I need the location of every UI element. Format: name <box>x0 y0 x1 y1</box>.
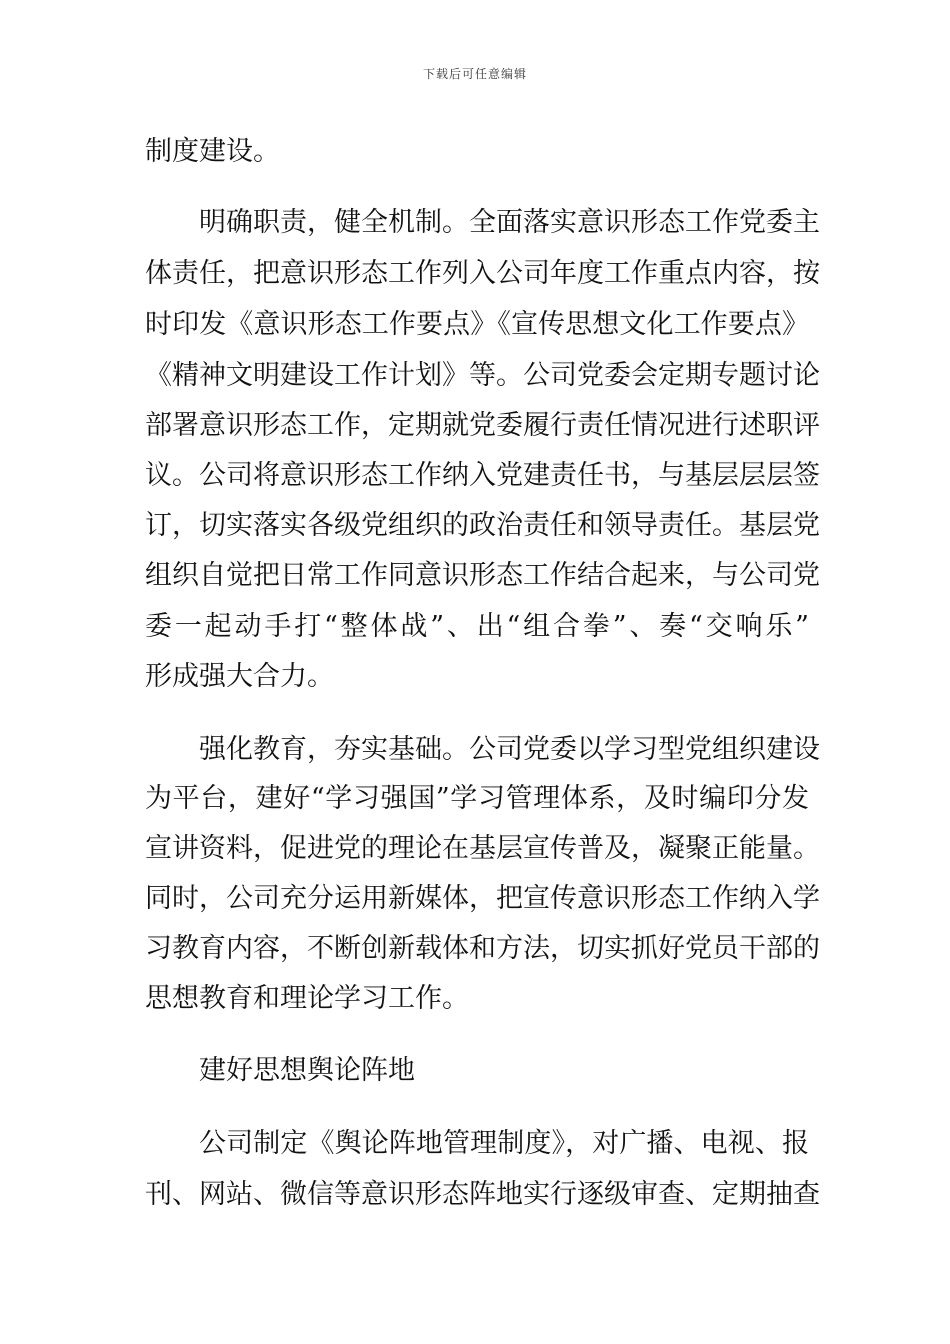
paragraph-line: 形成强大合力。 <box>145 661 334 692</box>
paragraph-line: 习教育内容，不断创新载体和方法，切实抓好党员干部的 <box>145 933 820 964</box>
paragraph-line: 制度建设。 <box>145 136 280 167</box>
paragraph-line: 明确职责，健全机制。全面落实意识形态工作党委主 <box>199 207 820 238</box>
paragraph-line: 强化教育，夯实基础。公司党委以学习型党组织建设 <box>199 734 820 765</box>
paragraph-line: 时印发《意识形态工作要点》《宣传思想文化工作要点》 <box>145 309 809 340</box>
paragraph-line: 宣讲资料，促进党的理论在基层宣传普及，凝聚正能量。 <box>145 833 820 864</box>
paragraph-line: 思想教育和理论学习工作。 <box>145 983 469 1014</box>
paragraph-line: 订，切实落实各级党组织的政治责任和领导责任。基层党 <box>145 510 820 541</box>
section-heading: 建好思想舆论阵地 <box>199 1055 415 1086</box>
paragraph-line: 为平台，建好“学习强国”学习管理体系，及时编印分发 <box>145 783 809 814</box>
paragraph-line: 《精神文明建设工作计划》等。公司党委会定期专题讨论 <box>145 360 820 391</box>
paragraph-line: 部署意识形态工作，定期就党委履行责任情况进行述职评 <box>145 410 820 441</box>
paragraph-line: 委一起动手打“整体战”、出“组合拳”、奏“交响乐” <box>145 611 809 642</box>
page-header: 下载后可任意编辑 <box>422 67 527 81</box>
paragraph-line: 刊、网站、微信等意识形态阵地实行逐级审查、定期抽查 <box>145 1179 820 1210</box>
paragraph-line: 组织自觉把日常工作同意识形态工作结合起来，与公司党 <box>145 560 820 591</box>
paragraph-line: 公司制定《舆论阵地管理制度》，对广播、电视、报 <box>199 1128 809 1159</box>
paragraph-line: 议。公司将意识形态工作纳入党建责任书，与基层层层签 <box>145 460 820 491</box>
paragraph-line: 同时，公司充分运用新媒体，把宣传意识形态工作纳入学 <box>145 883 820 914</box>
paragraph-line: 体责任，把意识形态工作列入公司年度工作重点内容，按 <box>145 258 820 289</box>
